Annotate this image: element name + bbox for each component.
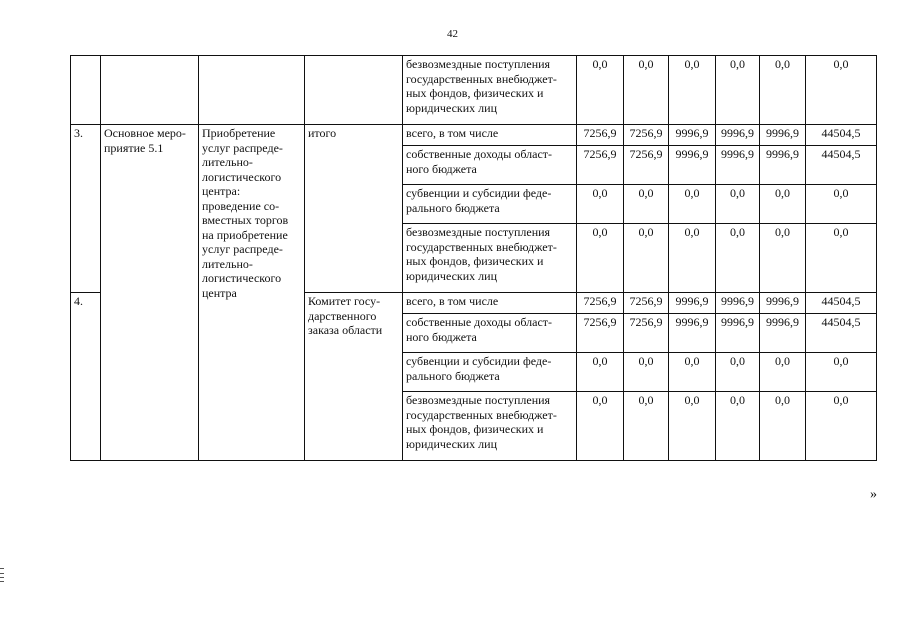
measure-name: Основное меро- приятие 5.1 [101,125,199,461]
value-cell: 0,0 [577,56,624,125]
value-cell: 0,0 [760,392,806,461]
table-row [71,56,877,125]
value-cell: 9996,9 [716,146,760,185]
value-cell: 44504,5 [806,293,877,314]
value-cell: 0,0 [669,353,716,392]
closing-quote-mark: » [870,487,877,502]
executor-name: Комитет госу- дарственного заказа области [305,293,403,461]
row-number: 3. [71,125,101,293]
value-cell: 7256,9 [577,314,624,353]
budget-table [70,55,877,461]
value-cell: 0,0 [624,224,669,293]
value-cell: 0,0 [716,56,760,125]
value-cell: 44504,5 [806,125,877,146]
measure-description: Приобретение услуг распреде- лительно- логистического центра: проведение со- вместных торгов на приобретение услуг распреде- лительно- логистического центра [199,125,305,461]
value-cell: 0,0 [806,353,877,392]
row-number: 4. [71,293,101,461]
value-cell: 0,0 [577,392,624,461]
value-cell: 7256,9 [624,125,669,146]
value-cell: 0,0 [577,185,624,224]
value-cell: 0,0 [760,353,806,392]
value-cell: 9996,9 [669,146,716,185]
funding-source-label: всего, в том числе [403,125,577,146]
value-cell: 9996,9 [760,314,806,353]
funding-source-label: собственные доходы област- ного бюджета [403,146,577,185]
value-cell: 7256,9 [624,293,669,314]
funding-source-label: безвозмездные поступления государственных внебюджет- ных фондов, физических и юридических лиц [403,392,577,461]
number-cell [71,56,101,125]
value-cell: 7256,9 [624,146,669,185]
executor-name: итого [305,125,403,293]
value-cell: 0,0 [669,392,716,461]
value-cell: 0,0 [716,185,760,224]
value-cell: 0,0 [624,56,669,125]
value-cell: 0,0 [577,224,624,293]
value-cell: 9996,9 [716,125,760,146]
description-cell [199,56,305,125]
funding-source-label: собственные доходы област- ного бюджета [403,314,577,353]
value-cell: 0,0 [760,56,806,125]
value-cell: 0,0 [669,185,716,224]
funding-source-label: безвозмездные поступления государственных внебюджет- ных фондов, физических и юридических лиц [403,224,577,293]
measure-cell [101,56,199,125]
executor-cell [305,56,403,125]
funding-source-label: безвозмездные поступления государственных внебюджет- ных фондов, физических и юридических лиц [403,56,577,125]
value-cell: 44504,5 [806,314,877,353]
value-cell: 9996,9 [760,125,806,146]
value-cell: 7256,9 [624,314,669,353]
value-cell: 9996,9 [716,314,760,353]
value-cell: 0,0 [806,185,877,224]
value-cell: 0,0 [806,56,877,125]
value-cell: 0,0 [624,353,669,392]
value-cell: 0,0 [806,392,877,461]
value-cell: 9996,9 [669,125,716,146]
funding-source-label: субвенции и субсидии феде- рального бюджета [403,185,577,224]
value-cell: 0,0 [760,224,806,293]
funding-source-label: всего, в том числе [403,293,577,314]
value-cell: 0,0 [716,392,760,461]
value-cell: 7256,9 [577,125,624,146]
page-number: 42 [447,28,458,40]
value-cell: 9996,9 [669,293,716,314]
value-cell: 0,0 [669,224,716,293]
value-cell: 7256,9 [577,293,624,314]
funding-source-label: субвенции и субсидии феде- рального бюджета [403,353,577,392]
value-cell: 7256,9 [577,146,624,185]
value-cell: 0,0 [806,224,877,293]
value-cell: 0,0 [760,185,806,224]
value-cell: 0,0 [624,392,669,461]
value-cell: 0,0 [669,56,716,125]
value-cell: 9996,9 [760,146,806,185]
value-cell: 0,0 [716,353,760,392]
value-cell: 0,0 [624,185,669,224]
value-cell: 9996,9 [669,314,716,353]
value-cell: 0,0 [716,224,760,293]
value-cell: 44504,5 [806,146,877,185]
table-row [71,125,877,146]
scan-margin-mark [0,568,4,582]
value-cell: 9996,9 [760,293,806,314]
value-cell: 0,0 [577,353,624,392]
value-cell: 9996,9 [716,293,760,314]
